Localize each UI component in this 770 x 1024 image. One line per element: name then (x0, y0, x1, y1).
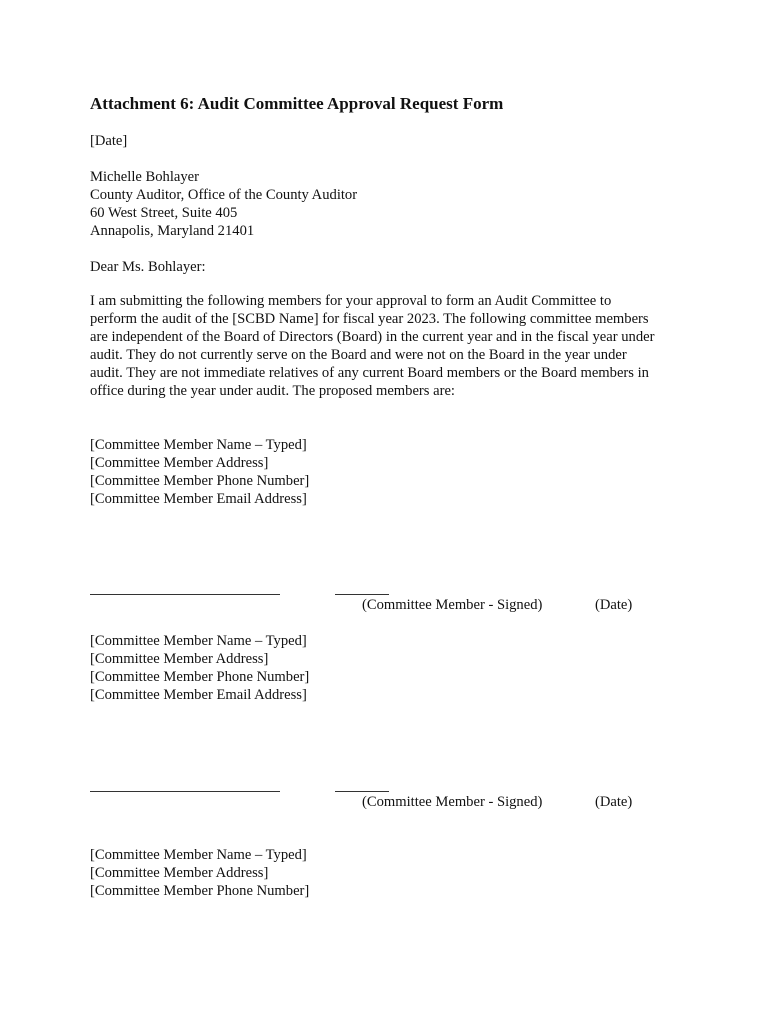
member-email: [Committee Member Email Address] (90, 491, 307, 507)
recipient-position: County Auditor, Office of the County Auditor (90, 187, 358, 203)
member-info-block-1 (90, 436, 309, 508)
member-address: [Committee Member Address] (90, 455, 269, 471)
body-line: I am submitting the following members for your approval to form an Audit Committee to (90, 293, 612, 309)
member-address: [Committee Member Address] (90, 865, 269, 881)
page-title: Attachment 6: Audit Committee Approval Request Form (90, 94, 504, 113)
recipient-address-block (90, 168, 357, 240)
body-line: are independent of the Board of Directors (Board) in the current year and in the fiscal year under (90, 329, 655, 345)
member-name: [Committee Member Name – Typed] (90, 437, 307, 453)
body-paragraph (90, 292, 690, 400)
signature-line[interactable] (90, 791, 280, 792)
recipient-city: Annapolis, Maryland 21401 (90, 223, 255, 239)
date-label: (Date) (595, 597, 633, 613)
member-phone: [Committee Member Phone Number] (90, 883, 310, 899)
member-info-block-3 (90, 846, 309, 900)
body-line: perform the audit of the [SCBD Name] for fiscal year 2023. The following committee members (90, 311, 649, 327)
signed-label: (Committee Member - Signed) (362, 794, 543, 810)
signed-label: (Committee Member - Signed) (362, 597, 543, 613)
member-email: [Committee Member Email Address] (90, 687, 307, 703)
signature-line[interactable] (90, 594, 280, 595)
member-address: [Committee Member Address] (90, 651, 269, 667)
body-line: audit. They do not currently serve on the Board and were not on the Board in the year under (90, 347, 627, 363)
member-name: [Committee Member Name – Typed] (90, 633, 307, 649)
body-line: audit. They are not immediate relatives of any current Board members or the Board members in (90, 365, 649, 381)
salutation: Dear Ms. Bohlayer: (90, 259, 206, 275)
recipient-street: 60 West Street, Suite 405 (90, 205, 238, 221)
date-placeholder: [Date] (90, 133, 128, 149)
member-info-block-2 (90, 632, 309, 704)
recipient-name: Michelle Bohlayer (90, 169, 200, 185)
date-line[interactable] (335, 791, 389, 792)
member-phone: [Committee Member Phone Number] (90, 473, 310, 489)
date-label: (Date) (595, 794, 633, 810)
body-line: office during the year under audit. The proposed members are: (90, 383, 455, 399)
member-name: [Committee Member Name – Typed] (90, 847, 307, 863)
member-phone: [Committee Member Phone Number] (90, 669, 310, 685)
date-line[interactable] (335, 594, 389, 595)
